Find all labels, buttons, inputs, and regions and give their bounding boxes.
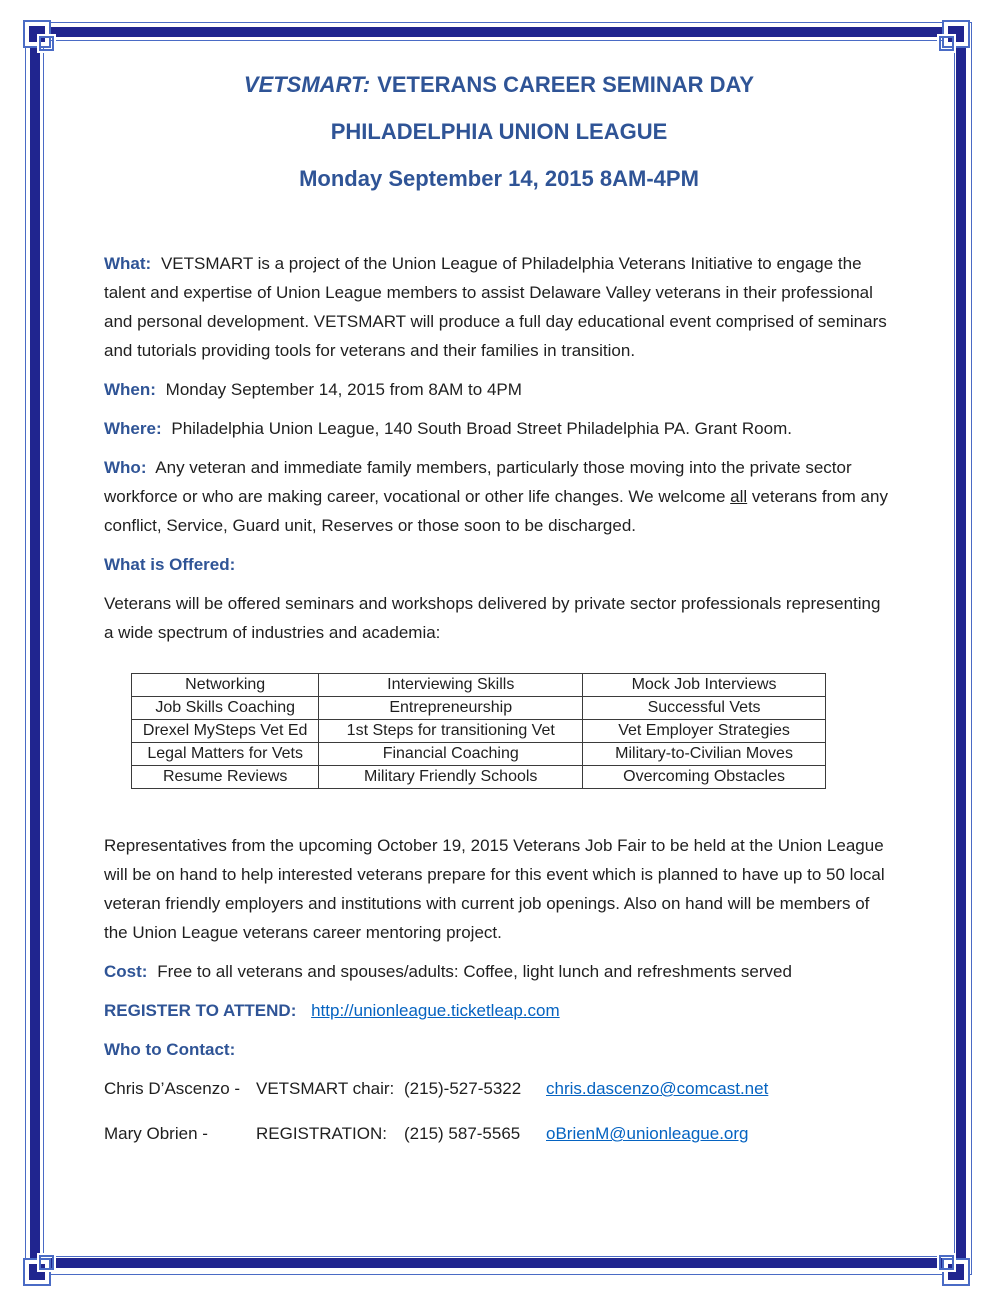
- when-paragraph: [104, 375, 894, 404]
- title-venue: PHILADELPHIA UNION LEAGUE: [330, 119, 668, 144]
- table-row: [132, 674, 826, 697]
- cost-label: Cost:: [104, 962, 148, 981]
- who-paragraph: [104, 453, 894, 540]
- table-cell: Interviewing Skills: [319, 674, 583, 697]
- contact-role: VETSMART chair:: [256, 1079, 395, 1098]
- corner-square-small-outline: [939, 1255, 954, 1270]
- register-link[interactable]: http://unionleague.ticketleap.com: [311, 1001, 560, 1020]
- table-cell: Vet Employer Strategies: [583, 720, 826, 743]
- contact-name: Chris D’Ascenzo -: [104, 1079, 241, 1098]
- contact-role: REGISTRATION:: [256, 1124, 387, 1143]
- table-row: [132, 766, 826, 789]
- border-corner-ornament-top-right: [934, 20, 970, 56]
- what-paragraph: [104, 249, 894, 365]
- flyer-content: [104, 60, 894, 1164]
- corner-square-small-outline: [39, 36, 54, 51]
- contact-row-chris: [104, 1074, 894, 1103]
- table-cell: 1st Steps for transitioning Vet: [319, 720, 583, 743]
- table-cell: Legal Matters for Vets: [132, 743, 319, 766]
- title-brand: VETSMART:: [243, 72, 371, 97]
- when-label: When:: [104, 380, 156, 399]
- page-title: [104, 72, 894, 98]
- title-rest: VETERANS CAREER SEMINAR DAY: [377, 72, 755, 97]
- what-text: VETSMART is a project of the Union League of Philadelphia Veterans Initiative to engage the talent and expertise of Union League members to assist Delaware Valley veterans in their professional and personal development. VETSMART will produce a full day educational event comprised of seminars and tutorials providing tools for veterans and their families in transition.: [104, 254, 887, 360]
- corner-square-small-outline: [39, 1255, 54, 1270]
- border-corner-ornament-bottom-right: [934, 1250, 970, 1286]
- table-cell: Networking: [132, 674, 319, 697]
- table-cell: Entrepreneurship: [319, 697, 583, 720]
- contact-heading: Who to Contact:: [104, 1040, 236, 1059]
- offered-heading: What is Offered:: [104, 555, 236, 574]
- register-label: REGISTER TO ATTEND:: [104, 1001, 297, 1020]
- title-date: Monday September 14, 2015 8AM-4PM: [299, 166, 699, 191]
- register-line: [104, 996, 894, 1025]
- who-text-before: Any veteran and immediate family members, particularly those moving into the private sector workforce or who are making career, vocational or other life changes. We welcome: [104, 458, 852, 506]
- when-text: Monday September 14, 2015 from 8AM to 4PM: [165, 380, 522, 399]
- contact-name: Mary Obrien -: [104, 1124, 208, 1143]
- contact-email-link[interactable]: chris.dascenzo@comcast.net: [546, 1079, 769, 1098]
- who-underlined-word: all: [730, 487, 748, 506]
- table-cell: Successful Vets: [583, 697, 826, 720]
- contact-phone: (215) 587-5565: [404, 1124, 521, 1143]
- offerings-table: [131, 673, 826, 789]
- cost-text: Free to all veterans and spouses/adults: Coffee, light lunch and refreshments served: [157, 962, 792, 981]
- contact-phone: (215)-527-5322: [404, 1079, 522, 1098]
- table-cell: Drexel MySteps Vet Ed: [132, 720, 319, 743]
- table-cell: Resume Reviews: [132, 766, 319, 789]
- table-row: [132, 743, 826, 766]
- who-text-after: veterans from any conflict, Service, Guard unit, Reserves or those soon to be discharged.: [104, 487, 888, 535]
- table-cell: Military-to-Civilian Moves: [583, 743, 826, 766]
- where-label: Where:: [104, 419, 162, 438]
- cost-paragraph: [104, 957, 894, 986]
- where-paragraph: [104, 414, 894, 443]
- contact-row-mary: [104, 1119, 894, 1148]
- table-cell: Financial Coaching: [319, 743, 583, 766]
- table-row: [132, 720, 826, 743]
- table-row: [132, 697, 826, 720]
- who-label: Who:: [104, 458, 147, 477]
- where-text: Philadelphia Union League, 140 South Broad Street Philadelphia PA. Grant Room.: [171, 419, 792, 438]
- table-cell: Job Skills Coaching: [132, 697, 319, 720]
- table-cell: Mock Job Interviews: [583, 674, 826, 697]
- offered-intro: Veterans will be offered seminars and workshops delivered by private sector professionals representing a wide spectrum of industries and academia:: [104, 594, 881, 642]
- border-corner-ornament-bottom-left: [23, 1250, 59, 1286]
- what-label: What:: [104, 254, 152, 273]
- border-corner-ornament-top-left: [23, 20, 59, 56]
- job-fair-paragraph: Representatives from the upcoming October 19, 2015 Veterans Job Fair to be held at the Union League will be on hand to help interested veterans prepare for this event which is planned to have up to 50 local veteran friendly employers and institutions with current job openings. Also on hand will be members of the Union League veterans career mentoring project.: [104, 836, 885, 942]
- corner-square-small-outline: [939, 36, 954, 51]
- contact-email-link[interactable]: oBrienM@unionleague.org: [546, 1124, 749, 1143]
- table-cell: Military Friendly Schools: [319, 766, 583, 789]
- table-cell: Overcoming Obstacles: [583, 766, 826, 789]
